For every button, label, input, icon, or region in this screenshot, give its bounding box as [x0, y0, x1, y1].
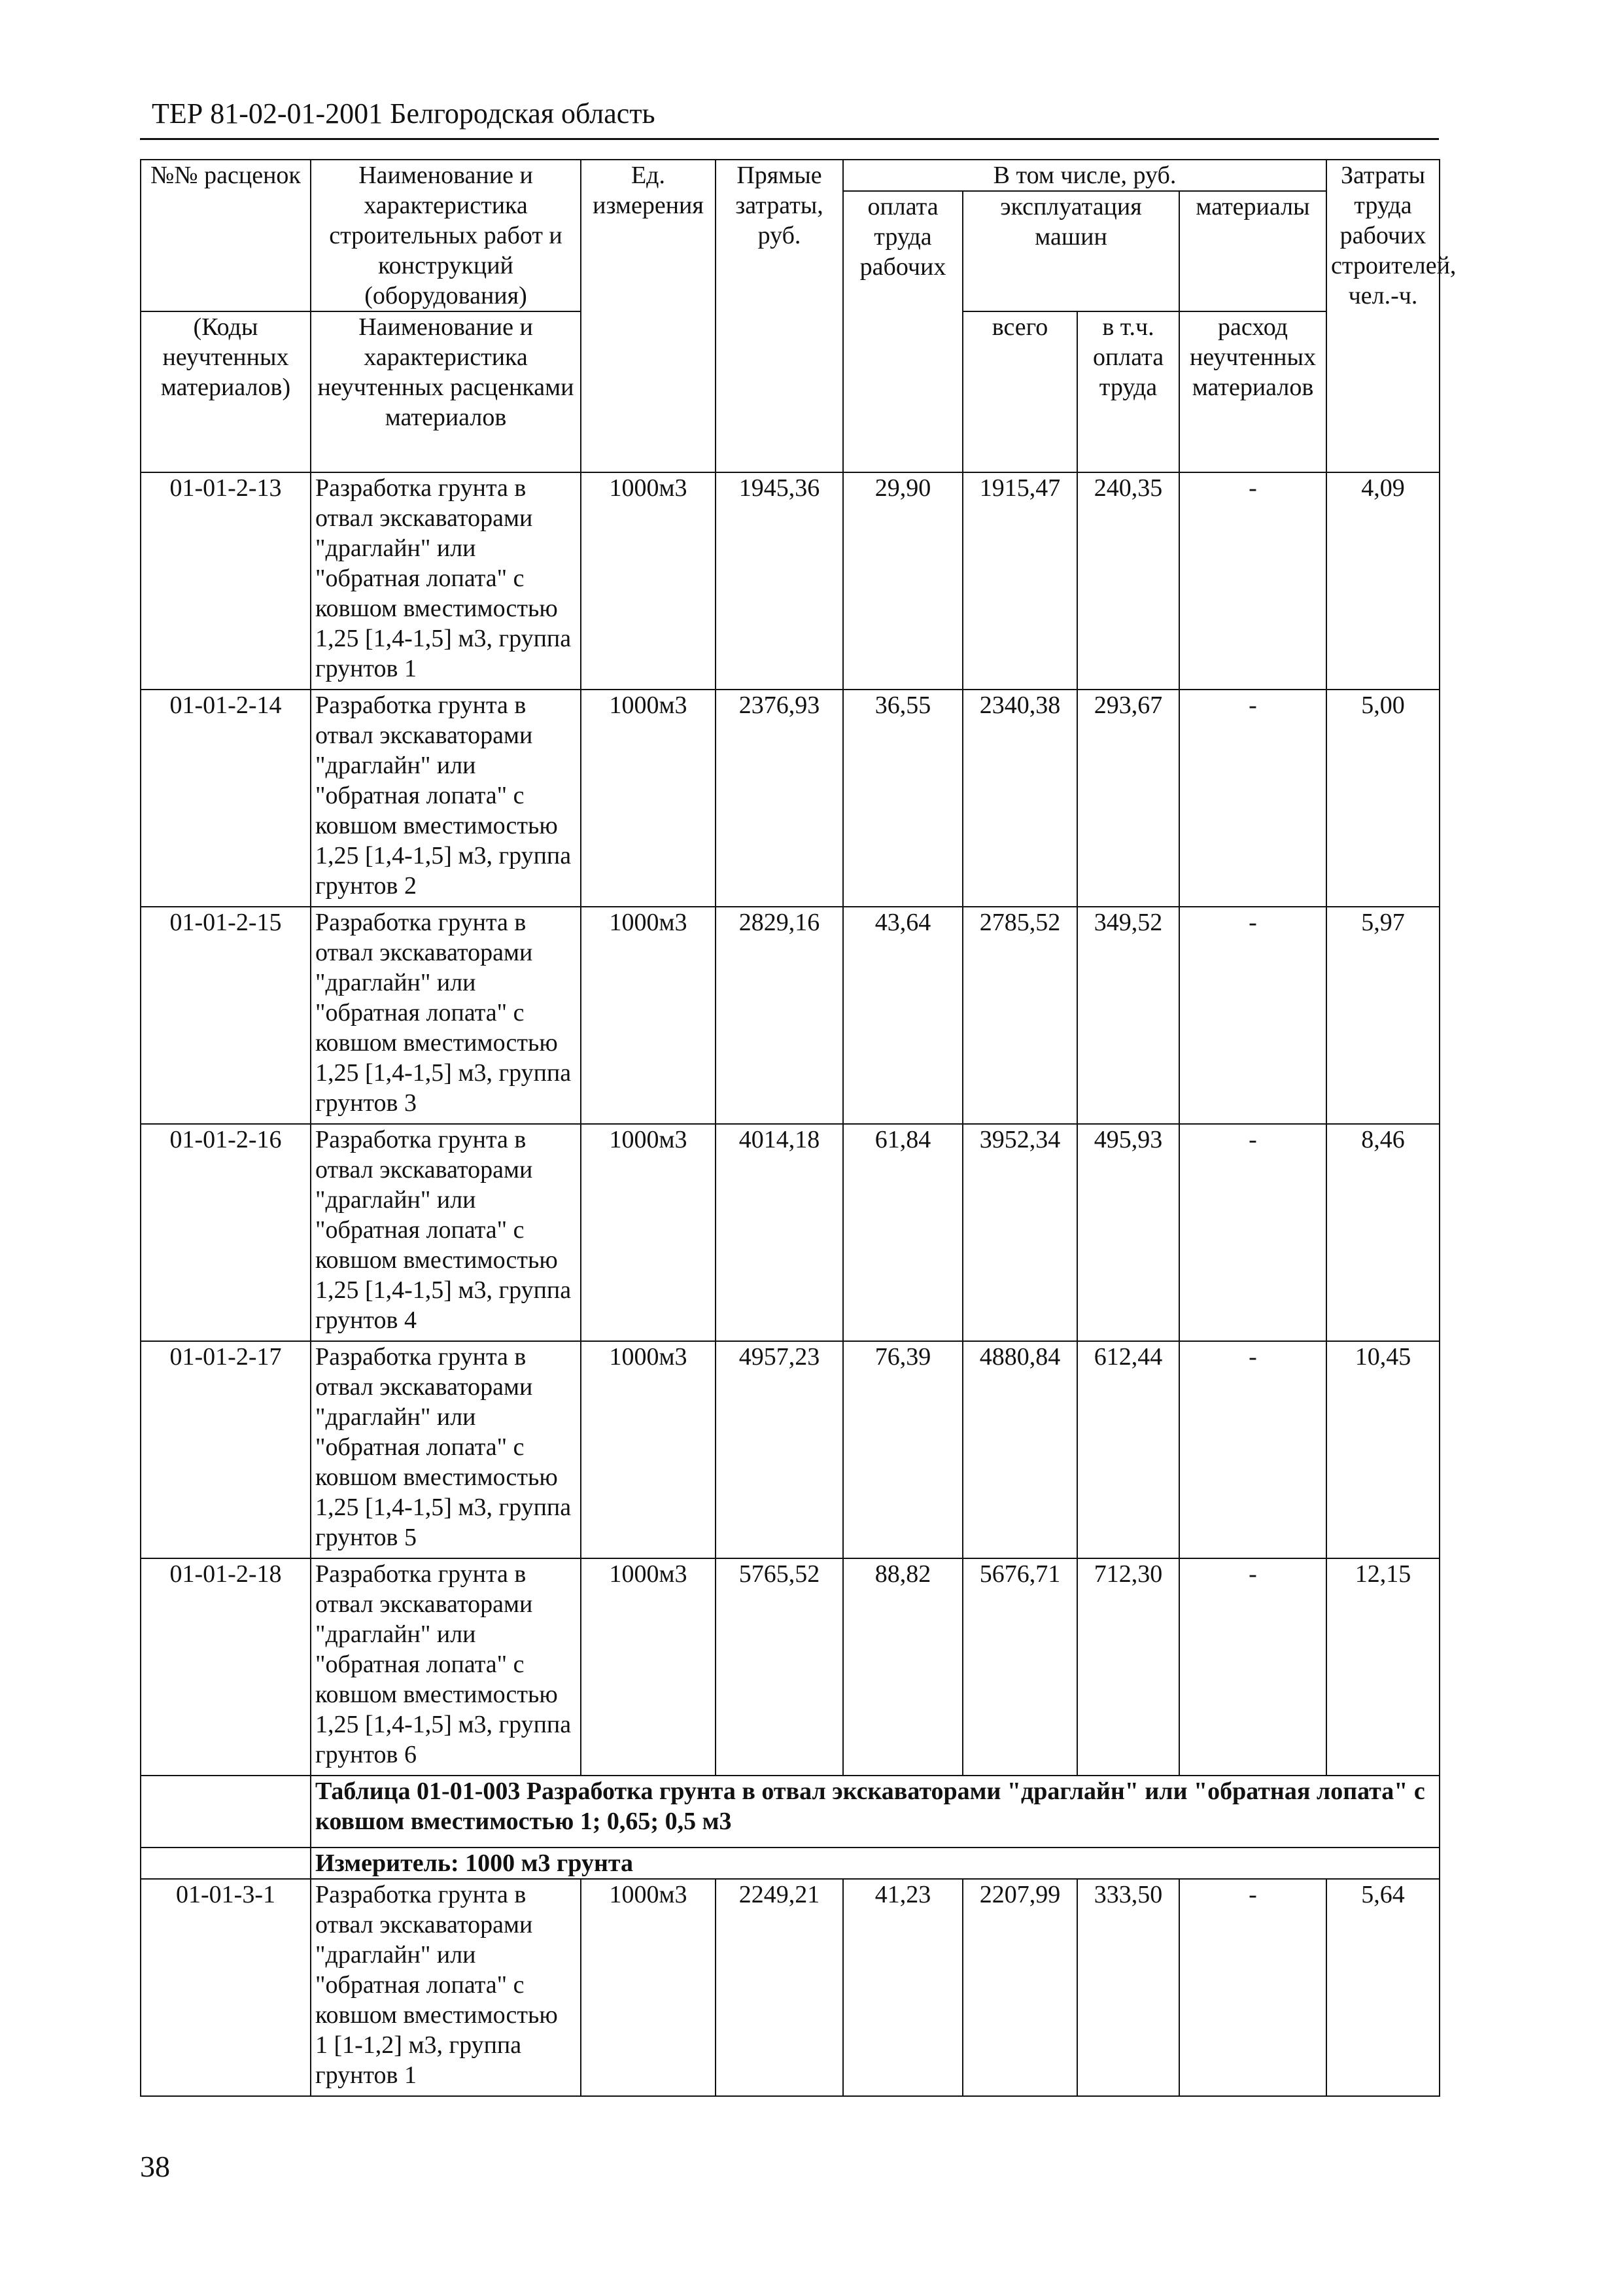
row-machines-total: 3952,34 — [963, 1124, 1077, 1341]
table-row — [141, 1879, 1440, 2096]
row-code: 01-01-2-18 — [141, 1558, 311, 1776]
row-code: 01-01-2-13 — [141, 472, 311, 690]
table-row — [141, 472, 1440, 690]
row-wage: 36,55 — [843, 690, 963, 907]
row-labor: 5,97 — [1326, 907, 1440, 1124]
rates-table — [140, 159, 1457, 2097]
row-labor: 12,15 — [1326, 1558, 1440, 1776]
table-title: Таблица 01-01-003 Разработка грунта в отвал экскаваторами "драглайн" или "обратная лопата" с ковшом вместимостью 1; 0,65; 0,5 м3 — [311, 1776, 1440, 1848]
header-wage: оплата труда рабочих — [843, 191, 963, 472]
row-description: Разработка грунта в отвал экскаваторами "драглайн" или "обратная лопата" с ковшом вместимостью 1,25 [1,4-1,5] м3, группа грунтов 1 — [311, 472, 581, 690]
row-materials: - — [1179, 472, 1326, 690]
table-row — [141, 1341, 1440, 1558]
table-row — [141, 1558, 1440, 1776]
header-direct: Прямые затраты, руб. — [716, 160, 843, 472]
header-code-bottom: (Коды неучтенных материалов) — [141, 311, 311, 472]
row-direct-cost: 2249,21 — [716, 1879, 843, 2096]
header-machines-total: всего — [963, 311, 1077, 472]
header-rule — [140, 138, 1439, 140]
row-materials: - — [1179, 1558, 1326, 1776]
header-machines-wage: в т.ч. оплата труда — [1077, 311, 1179, 472]
row-labor: 5,64 — [1326, 1879, 1440, 2096]
table-row — [141, 690, 1440, 907]
row-unit: 1000м3 — [581, 1124, 716, 1341]
row-materials: - — [1179, 907, 1326, 1124]
row-description: Разработка грунта в отвал экскаваторами "драглайн" или "обратная лопата" с ковшом вместимостью 1,25 [1,4-1,5] м3, группа грунтов 3 — [311, 907, 581, 1124]
row-machines-wage: 333,50 — [1077, 1879, 1179, 2096]
row-labor: 4,09 — [1326, 472, 1440, 690]
header-incl: В том числе, руб. — [843, 160, 1326, 191]
row-direct-cost: 1945,36 — [716, 472, 843, 690]
row-direct-cost: 2376,93 — [716, 690, 843, 907]
header-name-bottom: Наименование и характеристика неучтенных расценками материалов — [311, 311, 581, 472]
empty-cell — [141, 1848, 311, 1879]
row-machines-total: 5676,71 — [963, 1558, 1077, 1776]
row-machines-total: 2340,38 — [963, 690, 1077, 907]
row-unit: 1000м3 — [581, 472, 716, 690]
row-unit: 1000м3 — [581, 1341, 716, 1558]
row-code: 01-01-2-16 — [141, 1124, 311, 1341]
empty-cell — [141, 1776, 311, 1848]
row-machines-wage: 495,93 — [1077, 1124, 1179, 1341]
row-code: 01-01-2-15 — [141, 907, 311, 1124]
meter-label: Измеритель: 1000 м3 грунта — [311, 1848, 1440, 1879]
row-description: Разработка грунта в отвал экскаваторами "драглайн" или "обратная лопата" с ковшом вместимостью 1,25 [1,4-1,5] м3, группа грунтов 4 — [311, 1124, 581, 1341]
row-unit: 1000м3 — [581, 690, 716, 907]
row-description: Разработка грунта в отвал экскаваторами "драглайн" или "обратная лопата" с ковшом вместимостью 1 [1-1,2] м3, группа грунтов 1 — [311, 1879, 581, 2096]
table-row — [141, 1124, 1440, 1341]
header-unaccounted: расход неучтенных материалов — [1179, 311, 1326, 472]
table-row — [141, 907, 1440, 1124]
row-machines-wage: 293,67 — [1077, 690, 1179, 907]
row-materials: - — [1179, 690, 1326, 907]
header-machines: эксплуатация машин — [963, 191, 1179, 311]
row-unit: 1000м3 — [581, 907, 716, 1124]
row-labor: 5,00 — [1326, 690, 1440, 907]
row-machines-total: 2785,52 — [963, 907, 1077, 1124]
row-materials: - — [1179, 1124, 1326, 1341]
table-title-row — [141, 1776, 1440, 1848]
row-direct-cost: 4957,23 — [716, 1341, 843, 1558]
row-wage: 43,64 — [843, 907, 963, 1124]
header-code: №№ расценок — [141, 160, 311, 311]
row-wage: 61,84 — [843, 1124, 963, 1341]
header-labor: Затраты труда рабочих строителей, чел.-ч. — [1326, 160, 1440, 472]
header-unit: Ед. измерения — [581, 160, 716, 472]
row-wage: 76,39 — [843, 1341, 963, 1558]
row-code: 01-01-3-1 — [141, 1879, 311, 2096]
page-number: 38 — [140, 2150, 170, 2183]
row-machines-wage: 712,30 — [1077, 1558, 1179, 1776]
page-header: ТЕР 81-02-01-2001 Белгородская область — [152, 97, 655, 130]
row-machines-total: 1915,47 — [963, 472, 1077, 690]
row-wage: 88,82 — [843, 1558, 963, 1776]
row-materials: - — [1179, 1879, 1326, 2096]
row-labor: 10,45 — [1326, 1341, 1440, 1558]
row-wage: 29,90 — [843, 472, 963, 690]
row-description: Разработка грунта в отвал экскаваторами "драглайн" или "обратная лопата" с ковшом вместимостью 1,25 [1,4-1,5] м3, группа грунтов 6 — [311, 1558, 581, 1776]
row-machines-wage: 612,44 — [1077, 1341, 1179, 1558]
row-description: Разработка грунта в отвал экскаваторами "драглайн" или "обратная лопата" с ковшом вместимостью 1,25 [1,4-1,5] м3, группа грунтов 5 — [311, 1341, 581, 1558]
row-machines-total: 4880,84 — [963, 1341, 1077, 1558]
header-materials: материалы — [1179, 191, 1326, 311]
row-wage: 41,23 — [843, 1879, 963, 2096]
row-unit: 1000м3 — [581, 1879, 716, 2096]
row-direct-cost: 5765,52 — [716, 1558, 843, 1776]
row-direct-cost: 4014,18 — [716, 1124, 843, 1341]
row-description: Разработка грунта в отвал экскаваторами "драглайн" или "обратная лопата" с ковшом вместимостью 1,25 [1,4-1,5] м3, группа грунтов 2 — [311, 690, 581, 907]
row-machines-wage: 349,52 — [1077, 907, 1179, 1124]
row-unit: 1000м3 — [581, 1558, 716, 1776]
row-code: 01-01-2-17 — [141, 1341, 311, 1558]
row-code: 01-01-2-14 — [141, 690, 311, 907]
row-machines-total: 2207,99 — [963, 1879, 1077, 2096]
meter-row — [141, 1848, 1440, 1879]
row-direct-cost: 2829,16 — [716, 907, 843, 1124]
row-labor: 8,46 — [1326, 1124, 1440, 1341]
row-materials: - — [1179, 1341, 1326, 1558]
header-name: Наименование и характеристика строительных работ и конструкций (оборудования) — [311, 160, 581, 311]
row-machines-wage: 240,35 — [1077, 472, 1179, 690]
